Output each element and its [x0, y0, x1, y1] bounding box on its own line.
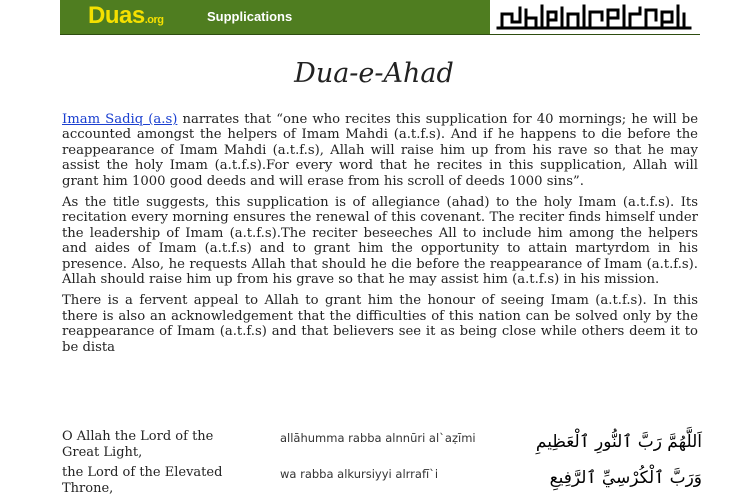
site-header — [60, 0, 700, 35]
intro-paragraph-3: There is a fervent appeal to Allah to grant him the honour of seeing Imam (a.t.f.s). In this there is also an acknowledgement that the difficulties of this nation can be solved only by the reappearance of Imam (a.t.f.s) and that believers see it as being close while others deem it to be dista — [62, 293, 698, 355]
dua-transliteration: allāhumma rabba alnnūri al`aẓīmi — [280, 431, 476, 445]
dua-row — [62, 429, 702, 465]
intro-paragraph-1-text: narrates that “one who recites this supplication for 40 mornings; he will be accounted amongst the helpers of Imam Mahdi (a.t.f.s). And if he happens to die before the reappearance of Imam Mahdi (a.t.f.s), Allah will raise him up from his rave so that he may assist the holy Imam (a.t.f.s).For every word that he recites in this supplication, Allah will grant him 1000 good deeds and will erase from his scroll of deeds 1000 sins”. — [62, 112, 699, 189]
dua-arabic: اَللَّهُمَّ رَبَّ ٱلنُّورِ ٱلْعَظِيمِ — [535, 432, 702, 452]
dua-english: O Allah the Lord of the Great Light, — [62, 429, 214, 460]
intro-content — [62, 112, 698, 361]
logo-text: Duas — [88, 2, 145, 29]
bismillah-calligraphy-icon — [490, 0, 700, 34]
dua-english: the Lord of the Elevated Throne, — [62, 465, 223, 496]
dua-transliteration: wa rabba alkursiyyi alrrafī`i — [280, 467, 439, 481]
logo-tld: .org — [144, 14, 164, 26]
dua-row — [62, 465, 702, 501]
dua-table — [62, 429, 702, 501]
site-logo[interactable] — [88, 2, 163, 30]
site-tagline: Supplications — [207, 9, 293, 24]
intro-paragraph-2: As the title suggests, this supplication is of allegiance (ahad) to the holy Imam (a.t.f.s). Its recitation every morning ensures the renewal of this covenant. The reciter finds himself under the leadership of Imam (a.t.f.s).The reciter beseeches All to include him among the helpers and aides of Imam (a.t.f.s) and to grant him the opportunity to attain martyrdom in his presence. Also, he requests Allah that should he die before the reappearance of Imam (a.t.f.s). Allah should raise him up from his grave so that he may assist him (a.t.f.s) in his mission. — [62, 195, 698, 288]
imam-sadiq-link[interactable]: Imam Sadiq (a.s) — [62, 112, 178, 127]
dua-arabic: وَرَبَّ ٱلْكُرْسِيِّ ٱلرَّفِيعِ — [549, 468, 702, 488]
page-title: Dua-e-Ahad — [294, 58, 454, 89]
intro-paragraph-1 — [62, 112, 698, 189]
